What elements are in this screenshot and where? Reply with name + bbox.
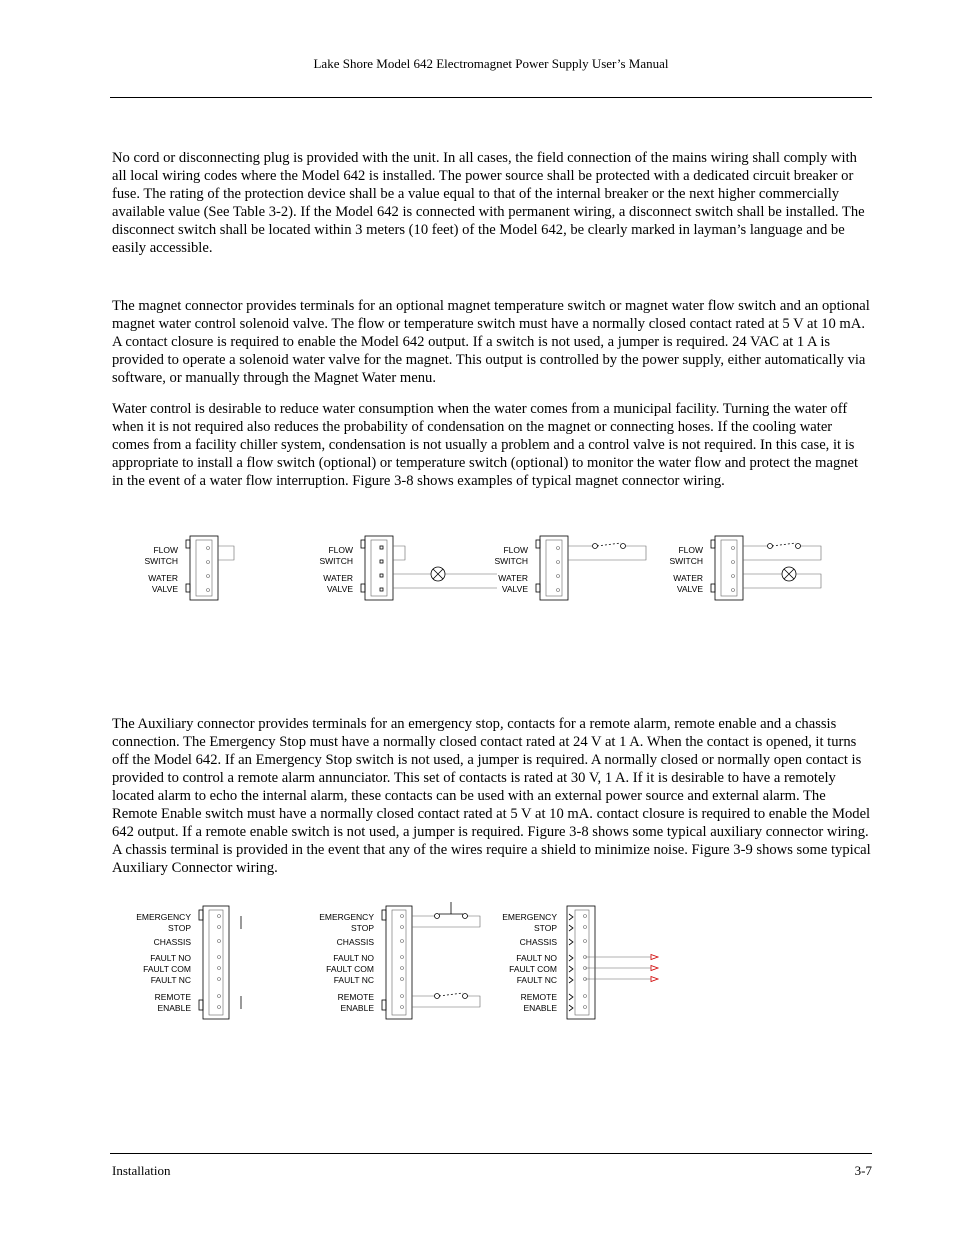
- flow-label: FLOW: [678, 545, 703, 555]
- svg-text:CHASSIS: CHASSIS: [519, 937, 557, 947]
- running-header: Lake Shore Model 642 Electromagnet Power Supply User’s Manual: [313, 56, 669, 71]
- svg-text:ENABLE: ENABLE: [340, 1003, 374, 1013]
- switch-label: SWITCH: [144, 556, 178, 566]
- svg-text:CHASSIS: CHASSIS: [153, 937, 191, 947]
- page-number: 3-7: [854, 1163, 872, 1178]
- svg-text:REMOTE: REMOTE: [520, 992, 557, 1002]
- svg-text:EMERGENCY: EMERGENCY: [502, 912, 557, 922]
- valve-label: VALVE: [501, 584, 528, 594]
- aux-wiring-diagram-1: [135, 900, 255, 1025]
- svg-text:REMOTE: REMOTE: [154, 992, 191, 1002]
- svg-text:STOP: STOP: [534, 923, 557, 933]
- svg-text:FAULT NC: FAULT NC: [516, 975, 557, 985]
- svg-text:REMOTE: REMOTE: [337, 992, 374, 1002]
- svg-text:EMERGENCY: EMERGENCY: [136, 912, 191, 922]
- switch-label: SWITCH: [319, 556, 353, 566]
- footer-rule: [110, 1153, 872, 1154]
- svg-text:ENABLE: ENABLE: [157, 1003, 191, 1013]
- svg-text:FAULT NO: FAULT NO: [150, 953, 191, 963]
- magnet-wiring-diagram-2: [315, 530, 505, 610]
- paragraph-water-control: Water control is desirable to reduce water consumption when the water comes from a municipal facility. Turning the water off when it is not required also reduces the probability of condensation on the magnet or connecting hoses. If the cooling water comes from a facility chiller system, condensation is not usually a problem and a control valve is not required. In this case, it is appropriate to install a flow switch (optional) or temperature switch (optional) to monitor the water flow and protect the magnet in the event of a water flow interruption. Figure 3-8 shows examples of typical magnet connector wiring.: [112, 401, 859, 489]
- magnet-wiring-diagram-1: [140, 530, 250, 610]
- water-label: WATER: [148, 573, 178, 583]
- magnet-wiring-diagram-3: [490, 530, 660, 610]
- aux-wiring-diagram-2: [318, 900, 488, 1025]
- valve-label: VALVE: [326, 584, 353, 594]
- footer-section: Installation: [112, 1163, 171, 1178]
- svg-text:FAULT NC: FAULT NC: [150, 975, 191, 985]
- svg-text:FAULT COM: FAULT COM: [326, 964, 374, 974]
- water-label: WATER: [673, 573, 703, 583]
- svg-text:FAULT COM: FAULT COM: [143, 964, 191, 974]
- svg-text:STOP: STOP: [351, 923, 374, 933]
- svg-text:CHASSIS: CHASSIS: [336, 937, 374, 947]
- switch-label: SWITCH: [494, 556, 528, 566]
- valve-label: VALVE: [676, 584, 703, 594]
- svg-text:ENABLE: ENABLE: [523, 1003, 557, 1013]
- aux-wiring-diagram-3: [501, 900, 671, 1025]
- paragraph-mains-wiring: No cord or disconnecting plug is provided with the unit. In all cases, the field connection of the mains wiring shall comply with all local wiring codes where the Model 642 is installed. The power source shall be protected with a dedicated circuit breaker or fuse. The rating of the protection device shall be a value equal to that of the internal breaker or the next higher commercially available value (See Table 3-2). If the Model 642 is connected with permanent wiring, a disconnect switch shall be installed. The disconnect switch shall be located within 3 meters (10 feet) of the Model 642, be clearly marked in layman’s language and be easily accessible.: [112, 150, 865, 256]
- flow-label: FLOW: [503, 545, 528, 555]
- switch-label: SWITCH: [669, 556, 703, 566]
- svg-text:FAULT NO: FAULT NO: [516, 953, 557, 963]
- valve-label: VALVE: [151, 584, 178, 594]
- svg-text:FAULT NO: FAULT NO: [333, 953, 374, 963]
- svg-text:STOP: STOP: [168, 923, 191, 933]
- svg-text:FAULT COM: FAULT COM: [509, 964, 557, 974]
- water-label: WATER: [498, 573, 528, 583]
- svg-text:EMERGENCY: EMERGENCY: [319, 912, 374, 922]
- svg-text:FAULT NC: FAULT NC: [333, 975, 374, 985]
- paragraph-auxiliary-connector: The Auxiliary connector provides terminals for an emergency stop, contacts for a remote alarm, remote enable and a chassis connection. The Emergency Stop must have a normally closed contact rated at 24 V at 1 A. When the contact is opened, it turns off the Model 642. If an Emergency Stop switch is not used, a jumper is required. A normally closed or normally open contact is provided to control a remote alarm annunciator. This set of contacts is rated at 30 V, 1 A. If it is desirable to have a remotely located alarm to echo the internal alarm, these contacts can be used with an external power source and external alarm. The Remote Enable switch must have a normally closed contact rated at 5 V at 10 mA. contact closure is required to enable the Model 642 output. If a remote enable switch is not used, a jumper is required. Figure 3-8 shows some typical auxiliary connector wiring. A chassis terminal is provided in the event that any of the wires require a shield to minimize noise. Figure 3-9 shows some typical Auxiliary Connector wiring.: [112, 716, 871, 876]
- paragraph-magnet-connector: The magnet connector provides terminals for an optional magnet temperature switch or magnet water flow switch and an optional magnet water control solenoid valve. The flow or temperature switch must have a normally closed contact rated at 5 V at 10 mA. A contact closure is required to enable the Model 642 output. If a switch is not used, a jumper is required. 24 VAC at 1 A is provided to operate a solenoid water valve for the magnet. This output is controlled by the power supply, either automatically via software, or manually through the Magnet Water menu.: [112, 298, 870, 386]
- flow-label: FLOW: [153, 545, 178, 555]
- magnet-wiring-diagram-4: [665, 530, 855, 610]
- header-rule: [110, 97, 872, 98]
- water-label: WATER: [323, 573, 353, 583]
- flow-label: FLOW: [328, 545, 353, 555]
